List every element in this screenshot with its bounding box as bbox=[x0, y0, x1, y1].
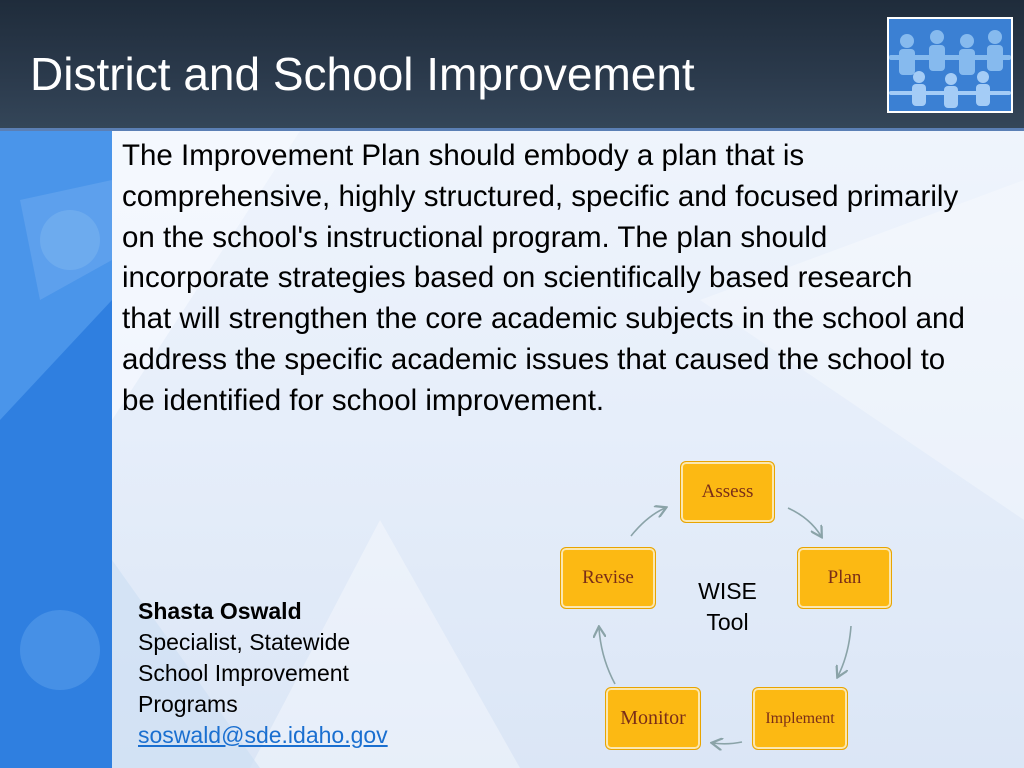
body-paragraph: The Improvement Plan should embody a plan that is comprehensive, highly structured, specific and focused primarily on the school's instructional program. The plan should incorporate strategies based on scientifically based research that will strengthen the core academic subjects in the school and address the specific academic issues that caused the school to be identified for school improvement. bbox=[122, 139, 965, 417]
step-monitor bbox=[605, 687, 701, 750]
step-monitor-label: Monitor bbox=[620, 707, 686, 729]
header-divider bbox=[0, 128, 1024, 131]
step-revise bbox=[560, 547, 656, 609]
people-chain-icon bbox=[887, 17, 1013, 113]
cycle-center-label bbox=[675, 576, 780, 638]
step-plan-label: Plan bbox=[827, 567, 862, 588]
center-label-line2: Tool bbox=[706, 609, 749, 635]
step-plan bbox=[797, 547, 892, 609]
contact-block bbox=[138, 596, 458, 751]
contact-name: Shasta Oswald bbox=[138, 598, 302, 624]
center-label-line1: WISE bbox=[698, 578, 757, 604]
contact-role-line1: Specialist, Statewide bbox=[138, 629, 351, 655]
wise-cycle-diagram bbox=[555, 458, 900, 758]
step-implement-label: Implement bbox=[765, 709, 835, 727]
step-implement bbox=[752, 687, 848, 750]
step-assess-label: Assess bbox=[701, 481, 754, 502]
slide-title: District and School Improvement bbox=[30, 48, 695, 100]
contact-email-link[interactable]: soswald@sde.idaho.gov bbox=[138, 722, 388, 748]
step-assess bbox=[680, 461, 775, 523]
contact-role-line3: Programs bbox=[138, 691, 238, 717]
contact-role-line2: School Improvement bbox=[138, 660, 349, 686]
step-revise-label: Revise bbox=[582, 567, 634, 588]
